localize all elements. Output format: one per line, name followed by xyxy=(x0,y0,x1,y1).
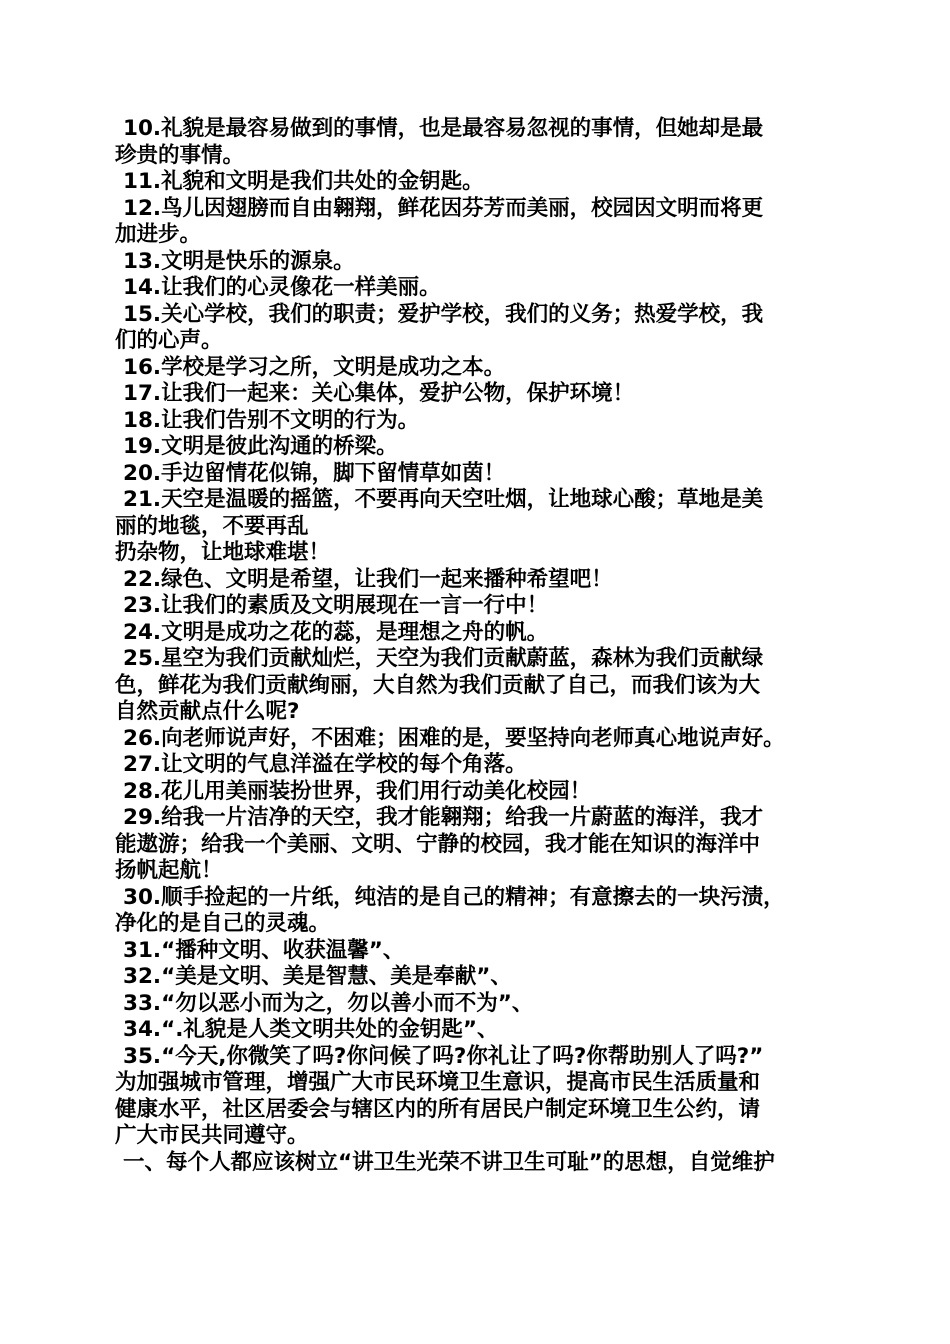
text-line: 11.礼貌和文明是我们共处的金钥匙。 xyxy=(123,169,484,194)
text-line: 33.“勿以恶小而为之，勿以善小而不为”、 xyxy=(123,990,534,1016)
text-line: 13.文明是快乐的源泉。 xyxy=(123,248,355,274)
text-line: 18.让我们告别不文明的行为。 xyxy=(123,407,420,433)
text-line: 35.“今天,你微笑了吗?你问候了吗?你礼让了吗?你帮助别人了吗?” xyxy=(123,1043,764,1069)
text-line: 16.学校是学习之所，文明是成功之本。 xyxy=(123,354,506,380)
text-line: 自然贡献点什么呢? xyxy=(115,699,300,724)
text-line: 扔杂物，让地球难堪！ xyxy=(115,540,331,565)
text-line: 25.星空为我们贡献灿烂，天空为我们贡献蔚蓝，森林为我们贡献绿 xyxy=(123,646,764,671)
text-line: 色，鲜花为我们贡献绚丽，大自然为我们贡献了自己，而我们该为大 xyxy=(115,672,761,698)
text-line: 19.文明是彼此沟通的桥梁。 xyxy=(123,434,398,459)
text-line: 能遨游；给我一个美丽、文明、宁静的校园，我才能在知识的海洋中 xyxy=(115,831,761,857)
text-line: 一、每个人都应该树立“讲卫生光荣不讲卫生可耻”的思想，自觉维护 xyxy=(123,1149,775,1175)
text-line: 12.鸟儿因翅膀而自由翱翔，鲜花因芬芳而美丽，校园因文明而将更 xyxy=(123,195,764,221)
text-line: 广大市民共同遵守。 xyxy=(115,1123,309,1148)
text-line: 10.礼貌是最容易做到的事情，也是最容易忽视的事情，但她却是最 xyxy=(123,116,764,141)
text-line: 珍贵的事情。 xyxy=(115,142,245,168)
document-body xyxy=(115,116,840,1176)
text-line: 20.手边留情花似锦，脚下留情草如茵！ xyxy=(123,460,506,486)
text-line: 24.文明是成功之花的蕊，是理想之舟的帆。 xyxy=(123,619,549,645)
text-line: 17.让我们一起来：关心集体，爱护公物，保护环境！ xyxy=(123,381,635,406)
text-line: 22.绿色、文明是希望，让我们一起来播种希望吧！ xyxy=(123,566,613,592)
text-line: 28.花儿用美丽装扮世界，我们用行动美化校园！ xyxy=(123,778,592,804)
text-line: 扬帆起航！ xyxy=(115,858,223,883)
text-line: 们的心声。 xyxy=(115,328,223,353)
text-line: 30.顺手捡起的一片纸，纯洁的是自己的精神；有意擦去的一块污渍， xyxy=(123,884,785,910)
text-line: 15.关心学校，我们的职责；爱护学校，我们的义务；热爱学校，我 xyxy=(123,301,764,327)
text-line: 加进步。 xyxy=(115,222,202,247)
text-line: 净化的是自己的灵魂。 xyxy=(115,911,331,936)
text-line: 21.天空是温暖的摇篮，不要再向天空吐烟，让地球心酸；草地是美 xyxy=(123,487,764,512)
text-line: 27.让文明的气息洋溢在学校的每个角落。 xyxy=(123,752,527,777)
text-line: 26.向老师说声好，不困难；困难的是，要坚持向老师真心地说声好。 xyxy=(123,725,785,751)
text-line: 健康水平，社区居委会与辖区内的所有居民户制定环境卫生公约，请 xyxy=(115,1096,761,1122)
text-line: 32.“美是文明、美是智慧、美是奉献”、 xyxy=(123,964,512,989)
text-line: 丽的地毯，不要再乱 xyxy=(115,513,309,539)
text-line: 31.“播种文明、收获温馨”、 xyxy=(123,937,405,963)
text-line: 为加强城市管理，增强广大市民环境卫生意识，提高市民生活质量和 xyxy=(115,1070,761,1095)
text-line: 34.“.礼貌是人类文明共处的金钥匙”、 xyxy=(123,1017,499,1042)
text-line: 14.让我们的心灵像花一样美丽。 xyxy=(123,275,441,300)
document-page xyxy=(115,116,840,1176)
text-line: 29.给我一片洁净的天空，我才能翱翔；给我一片蔚蓝的海洋，我才 xyxy=(123,805,764,830)
text-line: 23.让我们的素质及文明展现在一言一行中！ xyxy=(123,593,549,618)
